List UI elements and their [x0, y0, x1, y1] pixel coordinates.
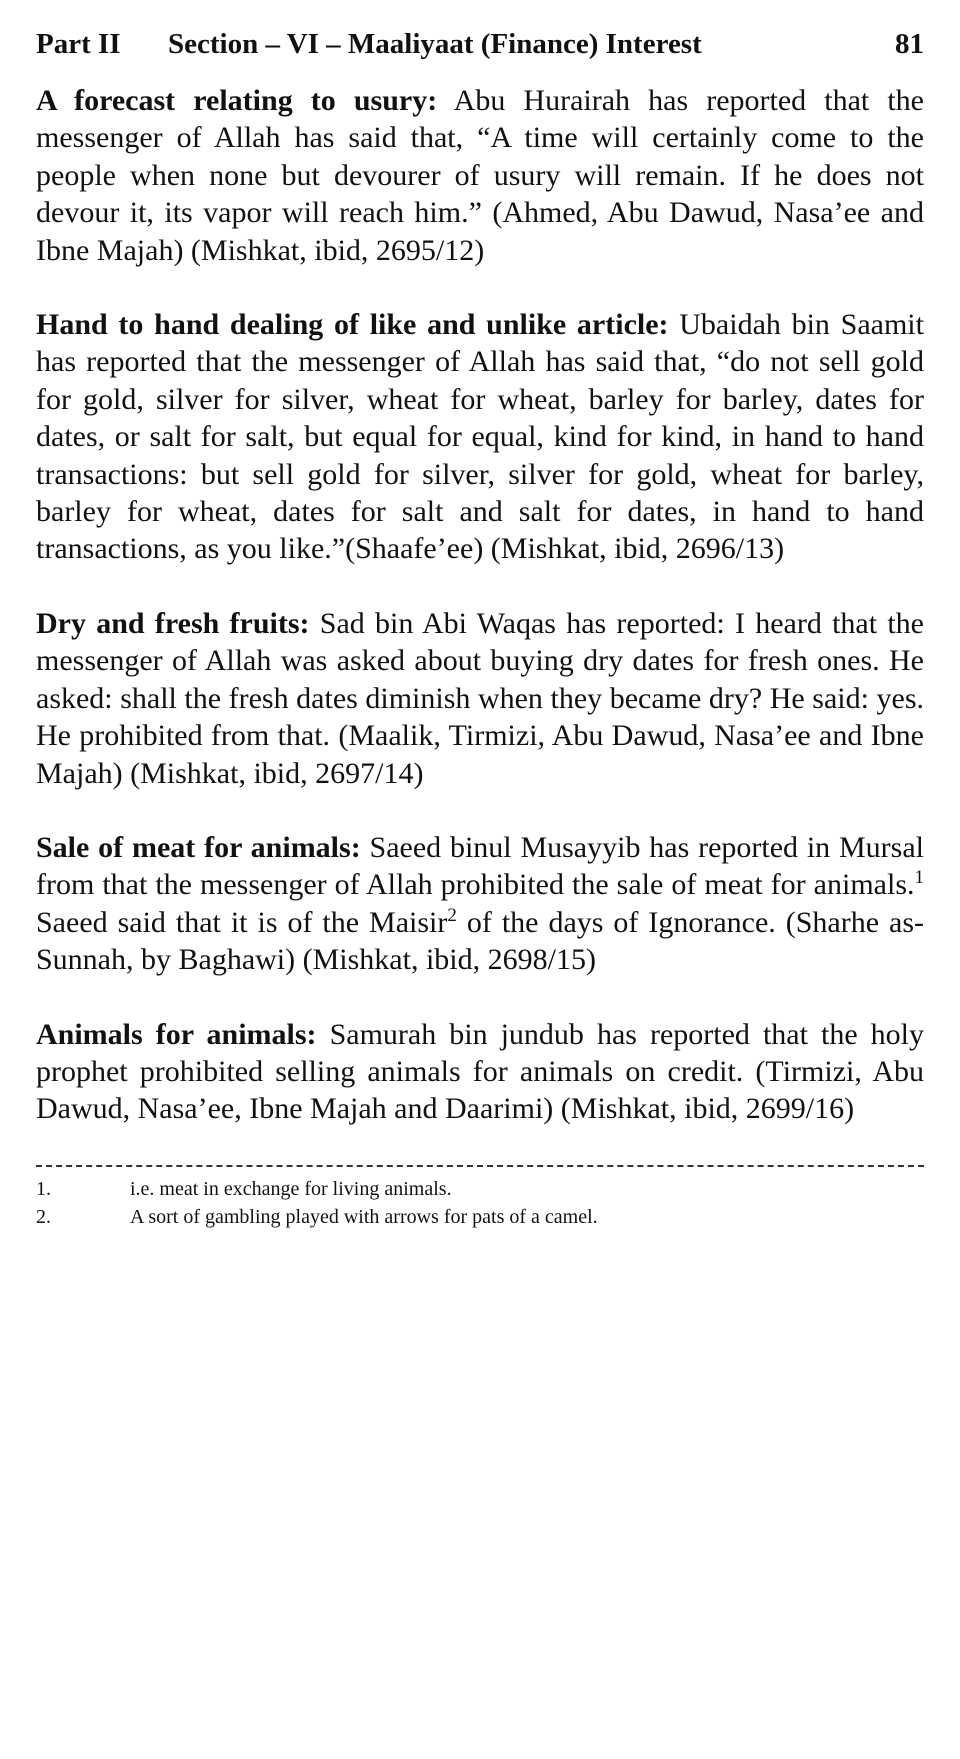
document-page: [36, 22, 924, 1231]
footnote-item: [36, 1175, 924, 1203]
paragraph-body: of the days of Ignorance. (Sharhe as-Sunnah, by Baghawi) (Mishkat, ibid, 2698/15): [36, 905, 925, 977]
footnote-reference-2: 2: [447, 904, 457, 926]
footnote-text: i.e. meat in exchange for living animals.: [130, 1177, 452, 1200]
footnote-number: 1.: [36, 1177, 51, 1200]
footnote-item: [36, 1203, 924, 1231]
paragraph-usury-forecast: [36, 82, 924, 269]
paragraph-body: Saeed binul Musayyib has reported in Mursal from that the messenger of Allah prohibited the sale of meat for animals.: [36, 830, 924, 902]
paragraph-heading: Animals for animals:: [36, 1017, 317, 1051]
paragraph-body: Samurah bin jundub has reported that the holy prophet prohibited selling animals for animals on credit. (Tirmizi, Abu Dawud, Nasa’ee, Ibne Majah and Daarimi) (Mishkat, ibid, 2699/16): [36, 1017, 924, 1126]
paragraph-heading: Sale of meat for animals:: [36, 830, 361, 864]
paragraph-body: Sad bin Abi Waqas has reported: I heard that the messenger of Allah was asked about buying dry dates for fresh ones. He asked: shall the fresh dates diminish when they became dry? He said: yes. He prohibited from that. (Maalik, Tirmizi, Abu Dawud, Nasa’ee and Ibne Majah) (Mishkat, ibid, 2697/14): [36, 606, 924, 790]
footnote-number: 2.: [36, 1205, 51, 1228]
page-number: 81: [895, 28, 924, 60]
paragraph-hand-to-hand: [36, 306, 924, 568]
paragraph-heading: A forecast relating to usury:: [36, 84, 438, 117]
paragraph-body: Abu Hurairah has reported that the messenger of Allah has said that, “A time will certainly come to the people when none but devourer of usury will remain. If he does not devour it, its vapor will reach him.” (Ahmed, Abu Dawud, Nasa’ee and Ibne Majah) (Mishkat, ibid, 2695/12): [36, 84, 924, 267]
header-part: Part II: [36, 28, 121, 60]
body-text: [36, 82, 924, 1128]
paragraph-heading: Dry and fresh fruits:: [36, 606, 310, 640]
paragraph-animals-for-animals: [36, 1016, 924, 1128]
paragraph-dry-fresh-fruits: [36, 605, 924, 792]
footnote-text: A sort of gambling played with arrows for pats of a camel.: [130, 1205, 598, 1228]
paragraph-body: Saeed said that it is of the Maisir: [36, 905, 448, 939]
footnote-divider: [36, 1165, 924, 1167]
paragraph-body: Ubaidah bin Saamit has reported that the messenger of Allah has said that, “do not sell gold for gold, silver for silver, wheat for wheat, barley for barley, dates for dates, or salt for salt, but equal for equal, kind for kind, in hand to hand transactions: but sell gold for silver, silver for gold, wheat for barley, barley for wheat, dates for salt and salt for dates, in hand to hand transactions, as you like.”(Shaafe’ee) (Mishkat, ibid, 2696/13): [36, 308, 924, 566]
paragraph-heading: Hand to hand dealing of like and unlike article:: [36, 308, 669, 342]
footnotes: [36, 1175, 924, 1231]
header-section-title: Section – VI – Maaliyaat (Finance) Interest: [168, 28, 702, 60]
paragraph-meat-for-animals: [36, 829, 924, 979]
footnote-reference-1: 1: [914, 867, 924, 889]
running-header: [36, 22, 924, 66]
